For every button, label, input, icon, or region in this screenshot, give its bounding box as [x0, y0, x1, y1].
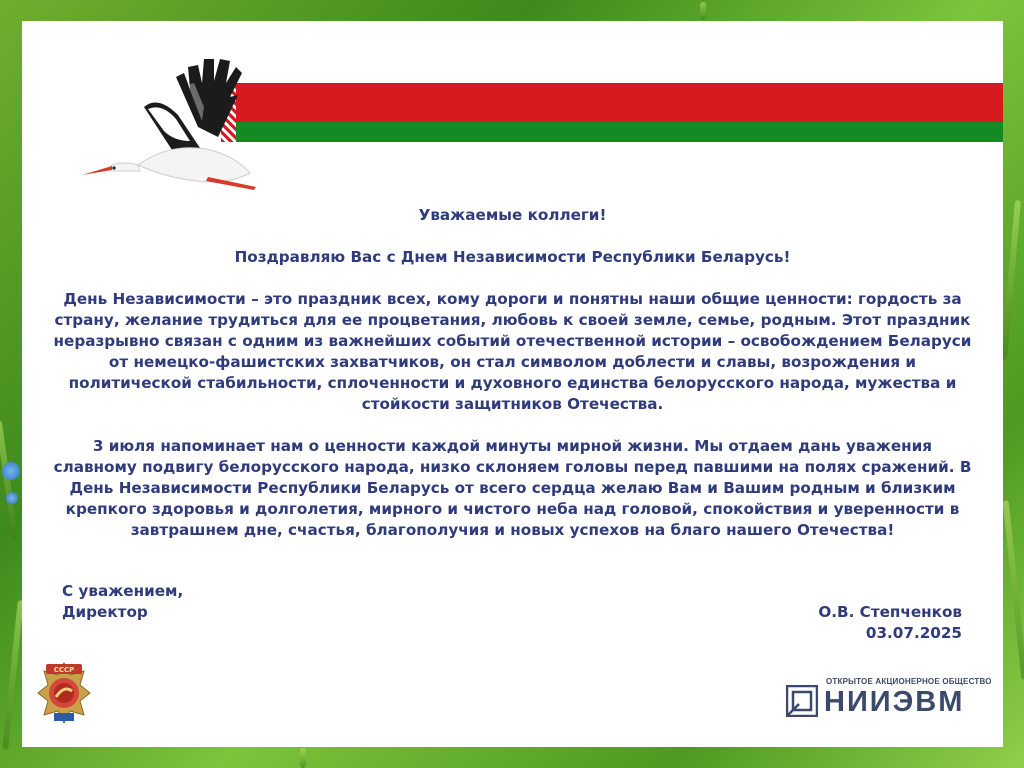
letter-paragraph: 3 июля напоминает нам о ценности каждой минуты мирной жизни. Мы отдаем дань уважения славному подвигу белорусского народа, низко склоняем головы перед павшими на полях сражений. В День Независимости Республики Беларусь от всего сердца желаю Вам и Вашим родным и близким крепкого здоровья и долголетия, мирного и чистого неба над головой, спокойствия и уверенности в завтрашнем дне, счастья, благополучия и новых успехов на благо нашего Отечества! — [53, 437, 972, 539]
signature-closing: С уважением, — [62, 582, 184, 600]
signature-position: Директор — [62, 603, 148, 621]
letter-greeting: Уважаемые коллеги! — [418, 206, 607, 224]
grass-blade — [1003, 500, 1024, 680]
order-badge-text: СССР — [53, 666, 75, 674]
grass-blade — [700, 2, 706, 20]
grass-blade — [300, 748, 306, 768]
company-logo — [786, 677, 992, 718]
signature-date: 03.07.2025 — [865, 624, 962, 642]
grass-blade — [1001, 200, 1021, 360]
stork-icon — [78, 37, 258, 197]
letter-paragraph: День Независимости – это праздник всех, кому дороги и понятны наши общие ценности: гордость за страну, желание трудиться для ее процветания, любовь к своей земле, семье, родным. Этот праздник неразрывно связан с одним из важнейших событий отечественной истории – освобождением Беларуси от немецко-фашистских захватчиков, он стал символом доблести и славы, возрождения и политической стабильности, сплоченности и духовного единства белорусского народа, мужества и стойкости защитников Отечества. — [53, 290, 972, 413]
letter-congratulation: Поздравляю Вас с Днем Независимости Республики Беларусь! — [234, 248, 791, 266]
order-emblem-icon — [36, 661, 92, 727]
grass-blade — [0, 420, 18, 540]
signature-right — [818, 602, 962, 644]
letter-body — [50, 205, 975, 541]
flag-stripe-green — [236, 122, 1003, 142]
greeting-card — [22, 21, 1003, 747]
cornflower-icon — [2, 462, 20, 480]
logo-name: НИИЭВМ — [824, 686, 965, 718]
signature-name: О.В. Степченков — [818, 603, 962, 621]
logo-org-type: ОТКРЫТОЕ АКЦИОНЕРНОЕ ОБЩЕСТВО — [826, 677, 992, 686]
cornflower-icon — [6, 492, 18, 504]
grass-blade — [2, 600, 24, 750]
flag-stripe-red — [236, 83, 1003, 122]
logo-mark-icon — [786, 685, 818, 717]
signature-left — [62, 581, 183, 623]
